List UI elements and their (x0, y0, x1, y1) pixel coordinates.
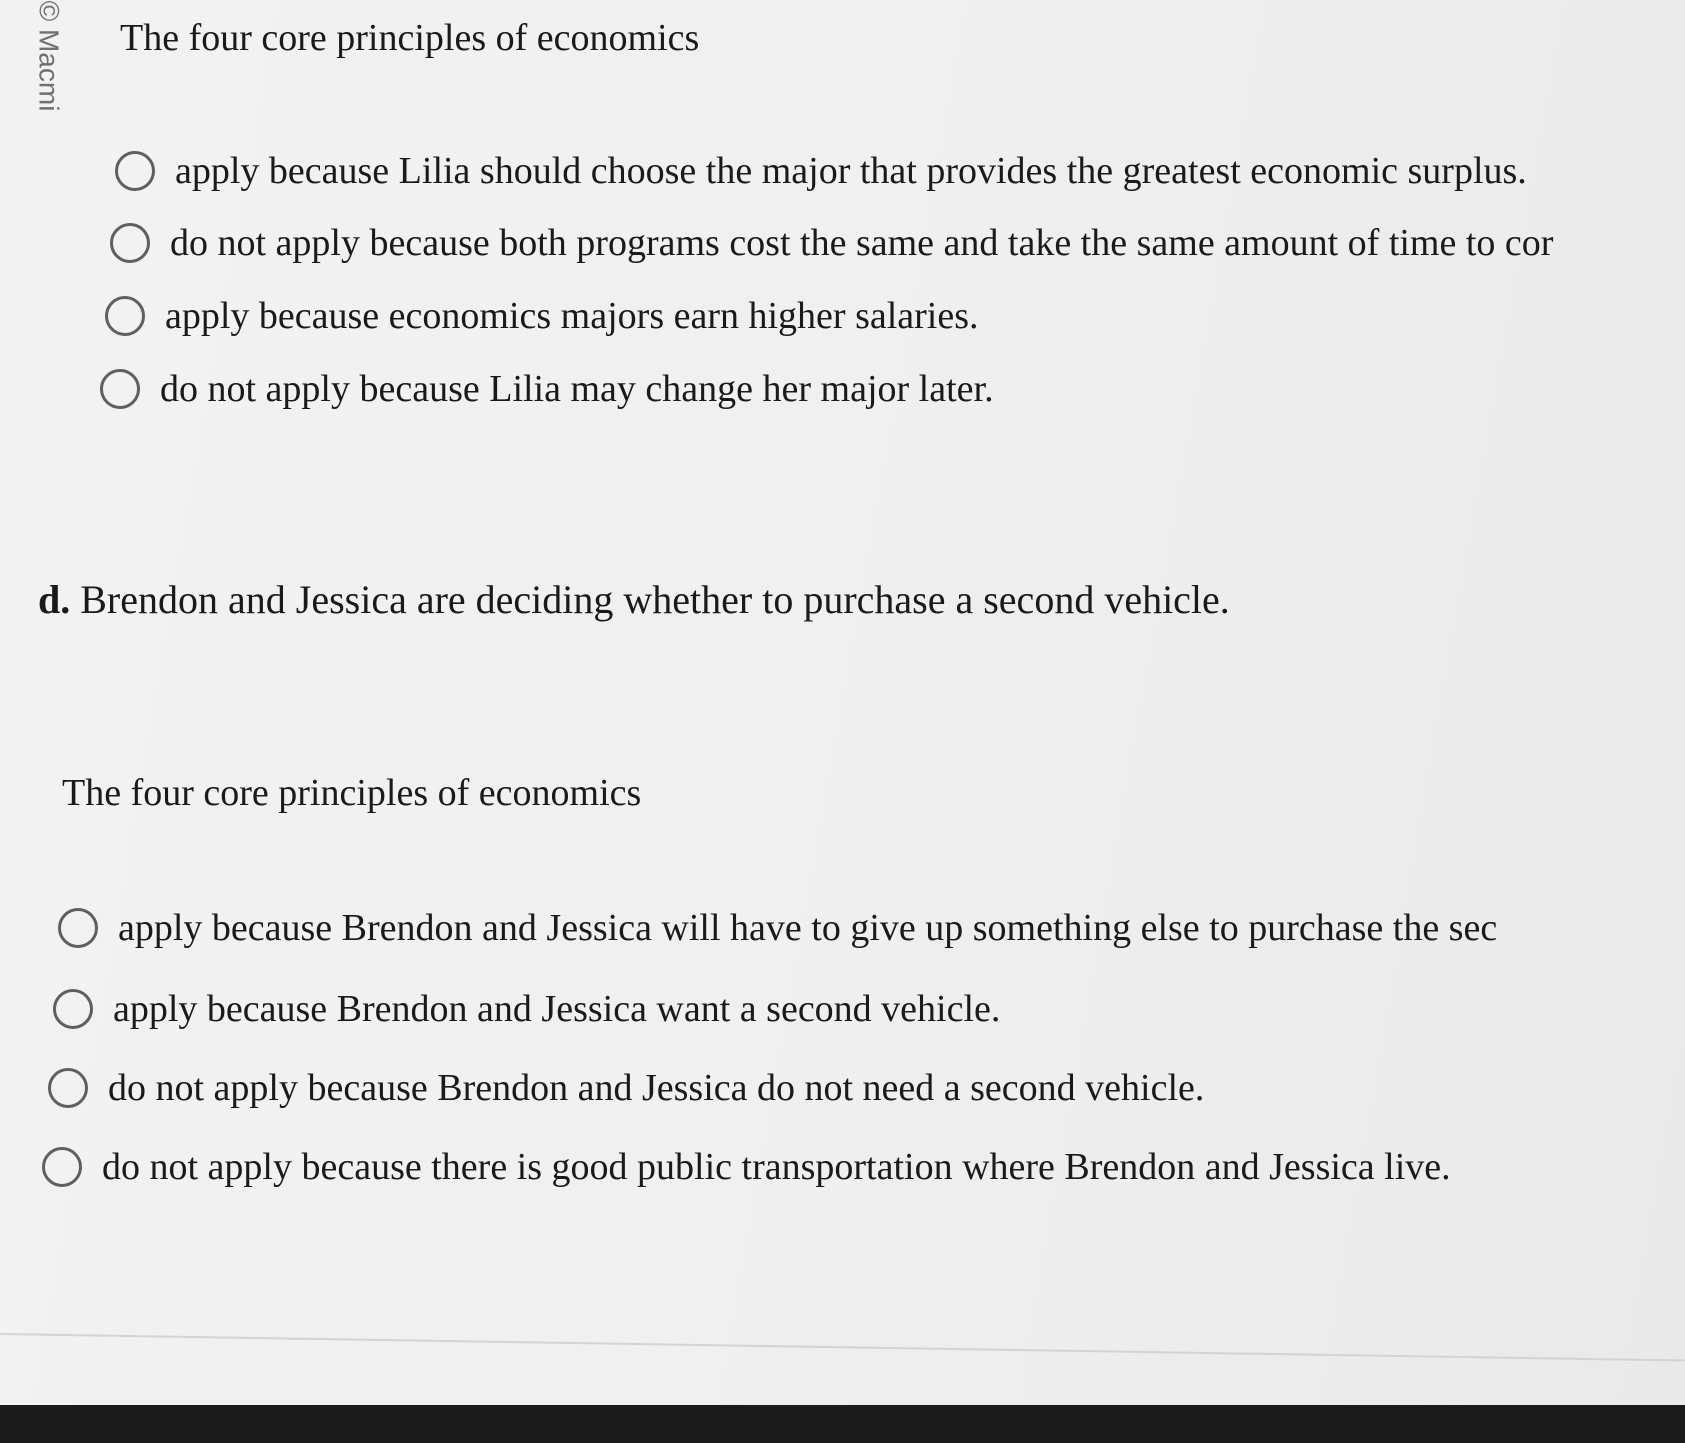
option-label: do not apply because Brendon and Jessica do not need a second vehicle. (108, 1067, 1205, 1109)
radio-button[interactable] (42, 1147, 82, 1187)
section-c-option-1[interactable] (115, 149, 1527, 193)
section-c-option-2[interactable] (110, 221, 1553, 265)
question-d (38, 576, 1230, 623)
option-label: do not apply because there is good public transportation where Brendon and Jessica live. (102, 1146, 1451, 1188)
section-d-option-3[interactable] (48, 1066, 1204, 1110)
question-number: d. (38, 577, 71, 622)
divider-line (0, 1333, 1685, 1361)
radio-button[interactable] (115, 151, 155, 191)
watermark-text: © Macmi (33, 0, 65, 112)
section-d-option-1[interactable] (58, 906, 1497, 950)
section-d-option-4[interactable] (42, 1145, 1451, 1189)
section-c-option-4[interactable] (100, 367, 994, 411)
option-label: apply because economics majors earn higher salaries. (165, 295, 979, 337)
option-label: do not apply because both programs cost the same and take the same amount of time to cor (170, 222, 1554, 264)
radio-button[interactable] (100, 369, 140, 409)
section-d-prompt: The four core principles of economics (62, 772, 642, 814)
radio-button[interactable] (48, 1068, 88, 1108)
radio-button[interactable] (110, 223, 150, 263)
option-label: apply because Brendon and Jessica want a second vehicle. (113, 988, 1001, 1030)
option-label: apply because Brendon and Jessica will have to give up something else to purchase the sec (118, 907, 1498, 949)
option-label: do not apply because Lilia may change her major later. (160, 368, 994, 410)
question-text: Brendon and Jessica are deciding whether to purchase a second vehicle. (80, 577, 1230, 622)
radio-button[interactable] (58, 908, 98, 948)
section-d-option-2[interactable] (53, 987, 1000, 1031)
screen-bezel (0, 1405, 1685, 1443)
section-c-option-3[interactable] (105, 294, 979, 338)
copyright-watermark (28, 0, 68, 112)
option-label: apply because Lilia should choose the major that provides the greatest economic surplus. (175, 150, 1527, 192)
section-c-prompt: The four core principles of economics (120, 17, 700, 59)
radio-button[interactable] (53, 989, 93, 1029)
radio-button[interactable] (105, 296, 145, 336)
